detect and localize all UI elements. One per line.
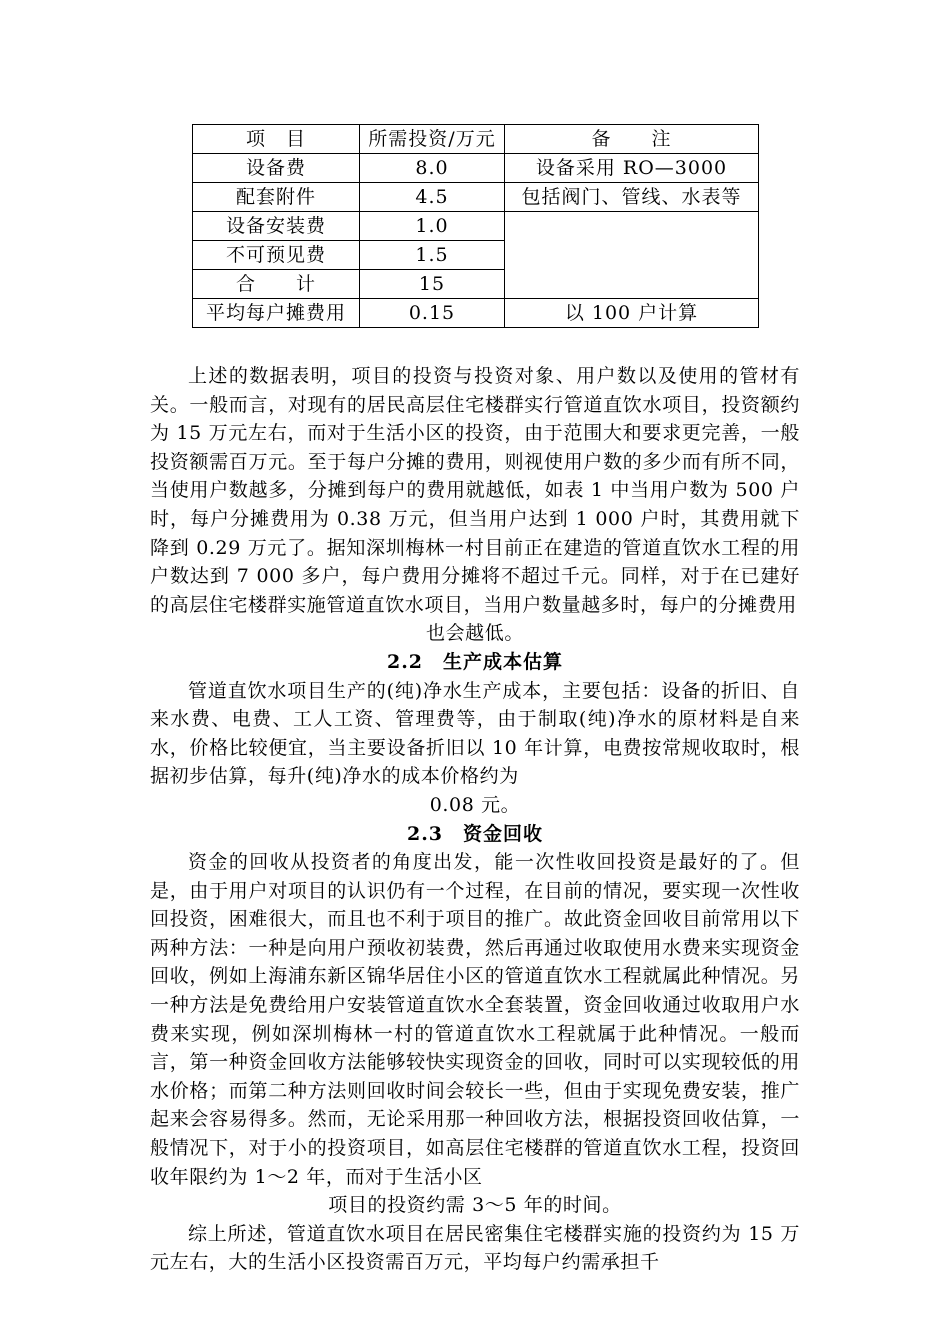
table-cell-item: 设备费 [193, 154, 360, 183]
paragraph-text: 上述的数据表明，项目的投资与投资对象、用户数以及使用的管材有关。一般而言，对现有的居民高层住宅楼群实行管道直饮水项目，投资额约为 15 万元左右，而对于生活小区的投资，由于范围大和要求更完善，一般投资额需百万元。至于每户分摊的费用，则视使用户数的多少而有所不同，当使用户数越多，分摊到每户的费用就越低，如表 1 中当用户数为 500 户时，每户分摊费用为 0.38 万元，但当用户达到 1 000 户时，其费用就下降到 0.29 万元了。据知深圳梅林一村目前正在建造的管道直饮水工程的用户数达到 7 000 多户，每户费用分摊将不超过千元。同样，对于在已建好的高层住宅楼群实施管道直饮水项目，当用户数量越多时，每户的分摊费用 [150, 365, 800, 616]
body-text [150, 362, 800, 1277]
paragraph-tail: 也会越低。 [425, 622, 524, 645]
table-cell-amount: 4.5 [360, 183, 505, 212]
table-cell-note-empty [505, 212, 759, 299]
paragraph-text: 资金的回收从投资者的角度出发，能一次性收回投资是最好的了。但是，由于用户对项目的认识仍有一个过程，在目前的情况，要实现一次性收回投资，困难很大，而且也不利于项目的推广。故此资金回收目前常用以下两种方法：一种是向用户预收初装费，然后再通过收取使用水费来实现资金回收，例如上海浦东新区锦华居住小区的管道直饮水工程就属此种情况。另一种方法是免费给用户安装管道直饮水全套装置，资金回收通过收取用户水费来实现，例如深圳梅林一村的管道直饮水工程就属于此种情况。一般而言，第一种资金回收方法能够较快实现资金的回收，同时可以实现较低的用水价格；而第二种方法则回收时间会较长一些，但由于实现免费安装，推广起来会容易得多。然而，无论采用那一种回收方法，根据投资回收估算，一般情况下，对于小的投资项目，如高层住宅楼群的管道直饮水工程，投资回收年限约为 1～2 年，而对于生活小区 [150, 851, 800, 1188]
table-cell-item: 合 计 [193, 270, 360, 299]
paragraph-tail: 0.08 元。 [429, 793, 521, 816]
table-cell-item: 设备安装费 [193, 212, 360, 241]
table-cell-item: 不可预见费 [193, 241, 360, 270]
table-header-cell: 所需投资/万元 [360, 125, 505, 154]
paragraph-text: 综上所述，管道直饮水项目在居民密集住宅楼群实施的投资约为 15 万元左右，大的生活小区投资需百万元，平均每户约需承担千 [150, 1222, 800, 1274]
table-row [193, 154, 759, 183]
table-row [193, 299, 759, 328]
section-heading: 2.3 资金回收 [406, 822, 544, 845]
table-cell-item: 平均每户摊费用 [193, 299, 360, 328]
table-cell-note: 包括阀门、管线、水表等 [505, 183, 759, 212]
table-header-row [193, 125, 759, 154]
paragraph [150, 1220, 800, 1277]
table-cell-amount: 0.15 [360, 299, 505, 328]
paragraph [150, 362, 800, 648]
table-cell-item: 配套附件 [193, 183, 360, 212]
paragraph-text: 管道直饮水项目生产的(纯)净水生产成本，主要包括：设备的折旧、自来水费、电费、工人工资、管理费等，由于制取(纯)净水的原材料是自来水，价格比较便宜，当主要设备折旧以 10 年计算，电费按常规收取时，根据初步估算，每升(纯)净水的成本价格约为 [150, 679, 800, 788]
paragraph-tail: 项目的投资约需 3～5 年的时间。 [328, 1194, 622, 1217]
table-cell-note: 以 100 户计算 [505, 299, 759, 328]
table-row [193, 183, 759, 212]
table-row [193, 212, 759, 241]
paragraph [150, 848, 800, 1220]
table-header-cell: 项 目 [193, 125, 360, 154]
table-cell-amount: 15 [360, 270, 505, 299]
table-cell-amount: 1.5 [360, 241, 505, 270]
investment-table [192, 124, 759, 328]
table-cell-amount: 1.0 [360, 212, 505, 241]
section-heading: 2.2 生产成本估算 [386, 650, 564, 673]
table-header-cell: 备 注 [505, 125, 759, 154]
paragraph [150, 677, 800, 820]
table-cell-note: 设备采用 RO—3000 [505, 154, 759, 183]
table-cell-amount: 8.0 [360, 154, 505, 183]
